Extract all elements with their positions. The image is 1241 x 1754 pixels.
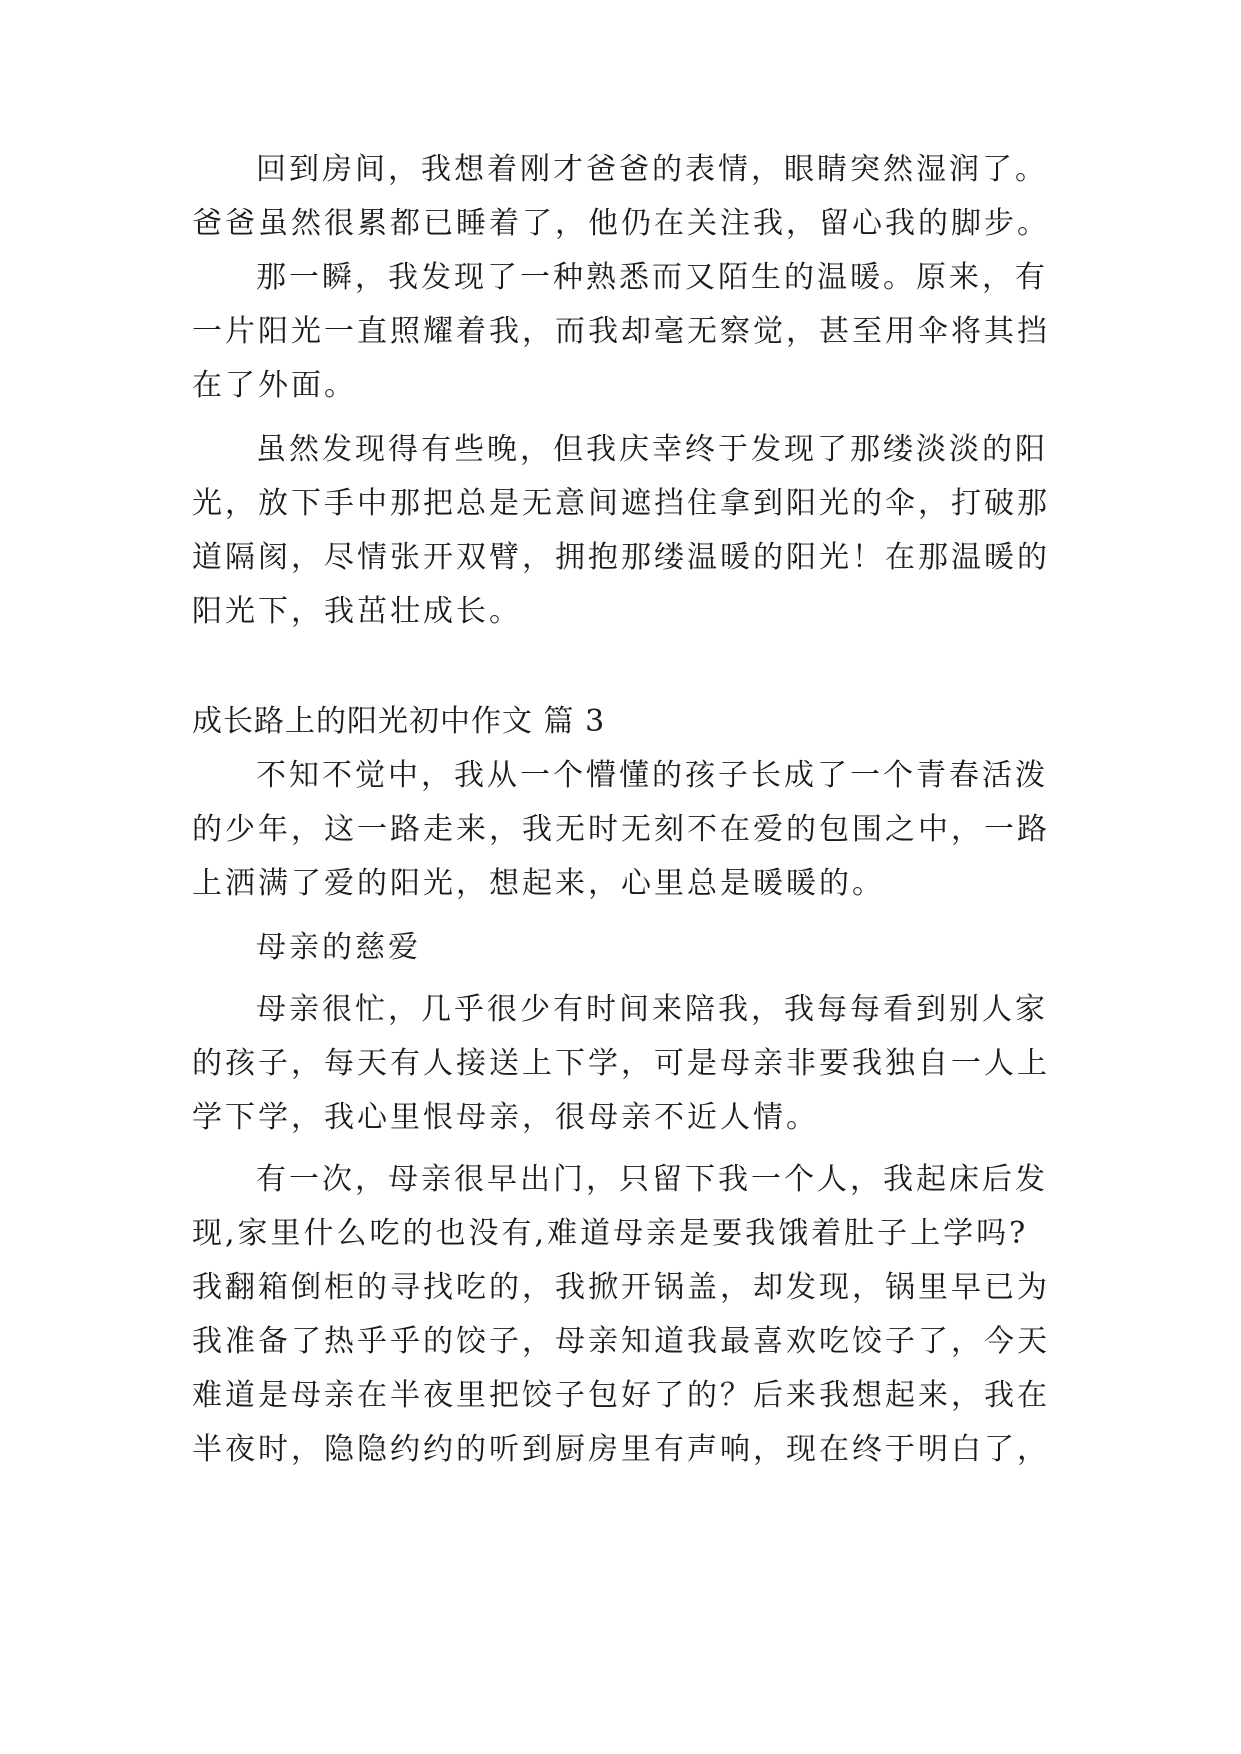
paragraph-line: 回到房间，我想着刚才爸爸的表情，眼睛突然湿润了。 — [256, 152, 1048, 187]
paragraph-line: 母亲很忙，几乎很少有时间来陪我，我每每看到别人家 — [256, 992, 1048, 1027]
paragraph-line: 我准备了热乎乎的饺子，母亲知道我最喜欢吃饺子了，今天 — [192, 1324, 1050, 1359]
paragraph-line: 现,家里什么吃的也没有,难道母亲是要我饿着肚子上学吗? — [192, 1216, 1029, 1251]
paragraph-line: 的少年，这一路走来，我无时无刻不在爱的包围之中，一路 — [192, 812, 1050, 847]
subheading: 母亲的慈爱 — [256, 930, 421, 965]
paragraph-line: 一片阳光一直照耀着我，而我却毫无察觉，甚至用伞将其挡 — [192, 314, 1050, 349]
paragraph-line: 不知不觉中，我从一个懵懂的孩子长成了一个青春活泼 — [256, 758, 1048, 793]
paragraph-line: 有一次，母亲很早出门，只留下我一个人，我起床后发 — [256, 1162, 1048, 1197]
paragraph-line: 道隔阂，尽情张开双臂，拥抱那缕温暖的阳光！在那温暖的 — [192, 540, 1050, 575]
section-title: 成长路上的阳光初中作文 篇 3 — [192, 704, 606, 739]
paragraph-line: 那一瞬，我发现了一种熟悉而又陌生的温暖。原来，有 — [256, 260, 1048, 295]
paragraph-line: 我翻箱倒柜的寻找吃的，我掀开锅盖，却发现，锅里早已为 — [192, 1270, 1050, 1305]
paragraph-line: 阳光下，我茁壮成长。 — [192, 594, 522, 629]
paragraph-line: 的孩子，每天有人接送上下学，可是母亲非要我独自一人上 — [192, 1046, 1050, 1081]
paragraph-line: 虽然发现得有些晚，但我庆幸终于发现了那缕淡淡的阳 — [256, 432, 1048, 467]
paragraph-line: 爸爸虽然很累都已睡着了，他仍在关注我，留心我的脚步。 — [192, 206, 1050, 241]
paragraph-line: 半夜时，隐隐约约的听到厨房里有声响，现在终于明白了， — [192, 1432, 1050, 1467]
paragraph-line: 学下学，我心里恨母亲，很母亲不近人情。 — [192, 1100, 819, 1135]
paragraph-line: 难道是母亲在半夜里把饺子包好了的？后来我想起来，我在 — [192, 1378, 1050, 1413]
paragraph-line: 光，放下手中那把总是无意间遮挡住拿到阳光的伞，打破那 — [192, 486, 1050, 521]
paragraph-line: 在了外面。 — [192, 368, 357, 403]
paragraph-line: 上洒满了爱的阳光，想起来，心里总是暖暖的。 — [192, 866, 885, 901]
